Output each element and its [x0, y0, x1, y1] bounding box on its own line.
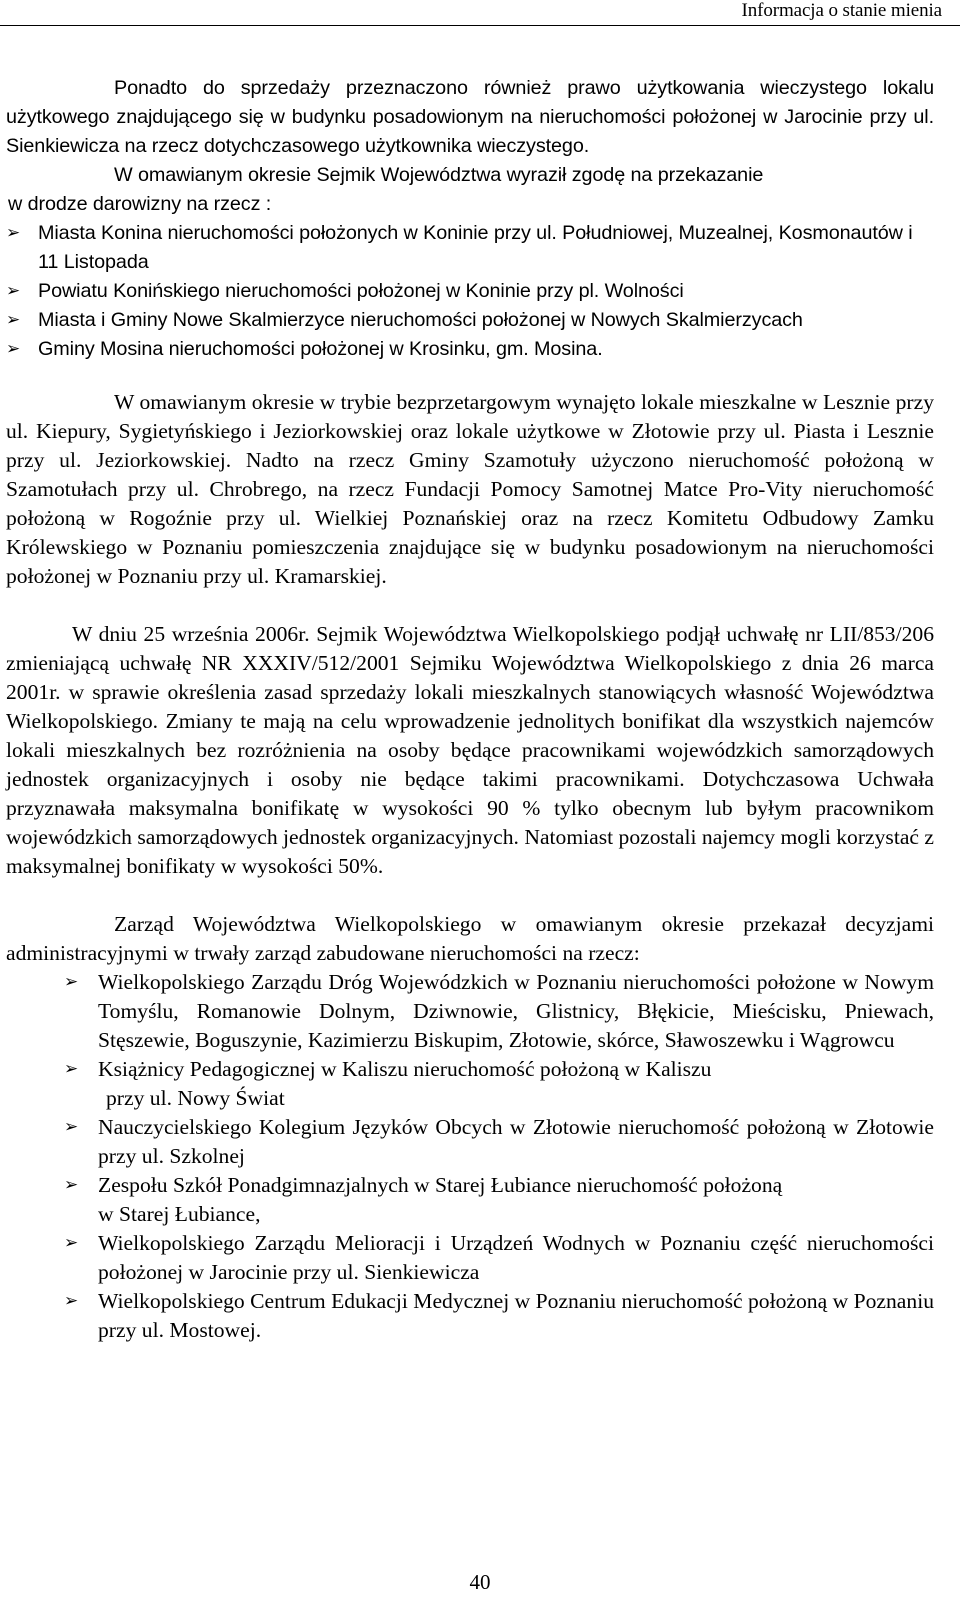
list-item-text: Wielkopolskiego Zarządu Dróg Wojewódzkich w Poznaniu nieruchomości położone w Nowym Tomyślu, Romanowie Dolnym, Dziwnowie, Glistnicy, Błękicie, Mieścisku, Pniewach, Stęszewie, Boguszynie, Kazimierzu Biskupim, Złotowie, skórce, Sławoszewku i Wągrowcu: [98, 970, 934, 1052]
list-item: [6, 1171, 934, 1229]
arrowhead-bullet-icon: ➢: [64, 972, 79, 992]
list-item-text: Miasta Konina nieruchomości położonych w Koninie przy ul. Południowej, Muzealnej, Kosmonautów i 11 Listopada: [38, 222, 913, 273]
spacer: [6, 591, 934, 620]
paragraph-donation-intro-line1: W omawianym okresie Sejmik Województwa wyraził zgodę na przekazanie: [114, 164, 764, 186]
list-item-text-line1: Książnicy Pedagogicznej w Kaliszu nieruchomość położoną w Kaliszu: [98, 1057, 712, 1081]
spacer: [6, 364, 934, 388]
arrowhead-bullet-icon: ➢: [64, 1059, 79, 1079]
paragraph-rentals: W omawianym okresie w trybie bezprzetargowym wynajęto lokale mieszkalne w Lesznie przy ul. Kiepury, Sygietyńskiego i Jeziorkowskiej oraz lokale użytkowe w Złotowie przy ul. Piasta i Lesznie przy ul. Jeziorkowskiej. Nadto na rzecz Gminy Szamotuły użyczono nieruchomość położoną w Szamotułach przy ul. Chrobrego, na rzecz Fundacji Pomocy Samotnej Matce Pro-Vity nieruchomość położoną w Rogoźnie przy ul. Wielkiej Poznańskiej oraz na rzecz Komitetu Odbudowy Zamku Królewskiego w Poznaniu pomieszczenia znajdujące się w budynku posadowionym na nieruchomości położonej w Poznaniu przy ul. Kramarskiej.: [6, 390, 934, 588]
list-item: [6, 1229, 934, 1287]
paragraph-resolution: W dniu 25 września 2006r. Sejmik Województwa Wielkopolskiego podjął uchwałę nr LII/853/206 zmieniającą uchwałę NR XXXIV/512/2001 Sejmiku Województwa Wielkopolskiego z dnia 26 marca 2001r. w sprawie określenia zasad sprzedaży lokali mieszkalnych stanowiących własność Województwa Wielkopolskiego. Zmiany te mają na celu wprowadzenie jednolitych bonifikat dla wszystkich najemców lokali mieszkalnych bez rozróżnienia na osoby będące pracownikami wojewódzkich samorządowych jednostek organizacyjnych i osoby nie będące takimi pracownikami. Dotychczasowa Uchwała przyznawała maksymalna bonifikatę w wysokości 90 % tylko obecnym lub byłym pracownikom wojewódzkich samorządowych jednostek organizacyjnych. Natomiast pozostali najemcy mogli korzystać z maksymalnej bonifikaty w wysokości 50%.: [6, 622, 934, 878]
list-item-text: Nauczycielskiego Kolegium Języków Obcych w Złotowie nieruchomość położoną w Złotowie przy ul. Szkolnej: [98, 1115, 934, 1168]
list-item: [6, 968, 934, 1055]
arrowhead-bullet-icon: ➢: [64, 1175, 79, 1195]
header-rule: [0, 25, 960, 26]
document-body: [6, 74, 934, 1345]
list-item: [6, 277, 934, 306]
arrowhead-bullet-icon: ➢: [64, 1291, 79, 1311]
list-item: [6, 219, 934, 277]
list-item: [6, 1113, 934, 1171]
page-number: 40: [469, 1570, 491, 1594]
arrowhead-bullet-icon: ➢: [64, 1117, 79, 1137]
list-item-text-line2: w Starej Łubiance,: [98, 1202, 261, 1226]
list-item-text: Wielkopolskiego Centrum Edukacji Medycznej w Poznaniu nieruchomość położoną w Poznaniu przy ul. Mostowej.: [98, 1289, 934, 1342]
running-header: Informacja o stanie mienia: [741, 0, 942, 21]
list-item-text-line1: Zespołu Szkół Ponadgimnazjalnych w Starej Łubiance nieruchomość położoną: [98, 1173, 783, 1197]
list-item-text-line2: przy ul. Nowy Świat: [106, 1086, 285, 1110]
list-item: [6, 1287, 934, 1345]
arrowhead-bullet-icon: ➢: [6, 339, 21, 359]
donation-list: [6, 219, 934, 364]
list-item-text: Gminy Mosina nieruchomości położonej w Krosinku, gm. Mosina.: [38, 338, 603, 360]
list-item-text: Miasta i Gminy Nowe Skalmierzyce nieruchomości położonej w Nowych Skalmierzycach: [38, 309, 803, 331]
paragraph-sale-rights: Ponadto do sprzedaży przeznaczono również prawo użytkowania wieczystego lokalu użytkowego znajdującego się w budynku posadowionym na nieruchomości położonej w Jarocinie przy ul. Sienkiewicza na rzecz dotychczasowego użytkownika wieczystego.: [6, 77, 934, 157]
arrowhead-bullet-icon: ➢: [6, 281, 21, 301]
management-list: [6, 968, 934, 1345]
arrowhead-bullet-icon: ➢: [6, 310, 21, 330]
list-item: [6, 335, 934, 364]
paragraph-donation-intro-line2: w drodze darowizny na rzecz :: [8, 193, 272, 215]
list-item-text: Powiatu Konińskiego nieruchomości położonej w Koninie przy pl. Wolności: [38, 280, 684, 302]
arrowhead-bullet-icon: ➢: [64, 1233, 79, 1253]
paragraph-management-intro: Zarząd Województwa Wielkopolskiego w omawianym okresie przekazał decyzjami administracyjnymi w trwały zarząd zabudowane nieruchomości na rzecz:: [6, 912, 934, 965]
list-item: [6, 306, 934, 335]
list-item: [6, 1055, 934, 1113]
arrowhead-bullet-icon: ➢: [6, 223, 21, 243]
spacer: [6, 881, 934, 910]
list-item-text: Wielkopolskiego Zarządu Melioracji i Urządzeń Wodnych w Poznaniu część nieruchomości położonej w Jarocinie przy ul. Sienkiewicza: [98, 1231, 934, 1284]
